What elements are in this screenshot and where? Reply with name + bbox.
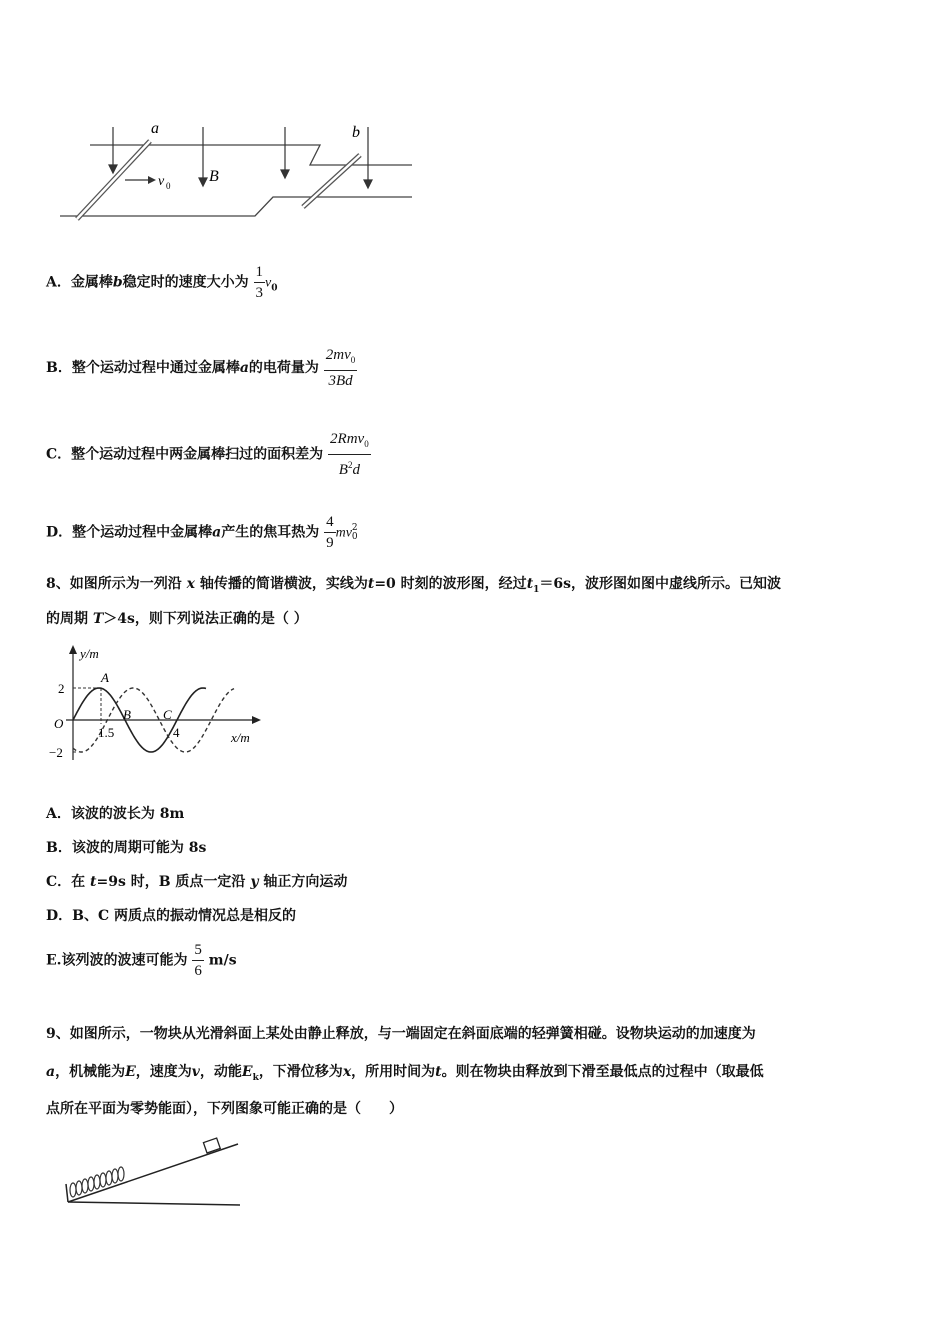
q7-option-c: C．整个运动过程中两金属棒扫过的面积差为 $\frac{2Rmv_0}{B^2d}$	[46, 431, 369, 478]
q8-option-e: E.该列波的波速可能为 $\frac{5}{6}$ m/s	[46, 942, 237, 979]
q8-stem-line1: 8、如图所示为一列沿 x 轴传播的简谐横波，实线为t=0 时刻的波形图，经过$t_1=6s$，波形图如图中虚线所示。已知波	[46, 576, 782, 595]
q9-stem-line1: 9、如图所示，一物块从光滑斜面上某处由静止释放，与一端固定在斜面底端的轻弹簧相碰。设物块运动的加速度为	[46, 1026, 756, 1042]
label-v: v	[158, 174, 165, 189]
wave-figure	[46, 640, 271, 765]
fraction-2mv0-3Bd: $\frac{2mv_0}{3Bd}$	[325, 347, 356, 389]
q7-option-d: D．整个运动过程中金属棒a产生的焦耳热为 $\frac{4}{9}$ mv 2 0	[46, 514, 358, 551]
y-axis-label: y/m	[80, 646, 99, 661]
label-v-sub: 0	[166, 181, 171, 191]
fraction-4-9: $\frac{4}{9}$	[326, 514, 334, 551]
tick-y-neg2: −2	[49, 745, 63, 760]
incline-figure	[60, 1132, 250, 1212]
wall	[66, 1184, 68, 1202]
fraction-2Rmv0-B2d: $\frac{2Rmv_0}{B^2d}$	[330, 431, 369, 478]
point-C-label: C	[163, 707, 172, 722]
q8-option-a: A．该波的波长为 8m	[46, 806, 185, 822]
tick-y-2: 2	[58, 681, 65, 696]
incline-surface	[68, 1144, 238, 1202]
point-B-label: B	[123, 707, 131, 722]
label-b: b	[352, 124, 360, 141]
q8-stem-line2: 的周期 T＞4s，则下列说法正确的是（ ）	[46, 611, 308, 627]
q8-option-c: C．在 t=9s 时，B 质点一定沿 y 轴正方向运动	[46, 874, 348, 890]
x-axis-label: x/m	[231, 730, 250, 745]
lower-rail	[60, 197, 412, 216]
q9-stem-line3: 点所在平面为零势能面），下列图象可能正确的是（ ）	[46, 1101, 403, 1117]
fraction-1-3: $\frac{1}{3}$	[255, 264, 264, 301]
ground-line	[68, 1202, 240, 1205]
point-A-label: A	[101, 670, 109, 685]
q7-option-b: B．整个运动过程中通过金属棒a的电荷量为 $\frac{2mv_0}{3Bd}$	[46, 347, 356, 389]
tick-x-1.5: 1.5	[98, 725, 115, 740]
origin-label: O	[54, 716, 64, 731]
tick-x-4: 4	[173, 725, 180, 740]
q8-option-b: B．该波的周期可能为 8s	[46, 840, 207, 856]
q8-option-d: D．B、C 两质点的振动情况总是相反的	[46, 908, 296, 924]
label-B: B	[209, 168, 219, 185]
rail-figure	[55, 115, 425, 230]
fraction-5-6: $\frac{5}{6}$	[194, 942, 202, 979]
q7-option-a: A．金属棒b稳定时的速度大小为 $\frac{1}{3}$ $v_0$	[46, 264, 278, 301]
label-a: a	[151, 120, 159, 137]
q9-stem-line2: a，机械能为E，速度为v，动能$E_k$，下滑位移为x，所用时间为t。则在物块由释放到下滑至最低点的过程中（取最低	[46, 1064, 764, 1083]
